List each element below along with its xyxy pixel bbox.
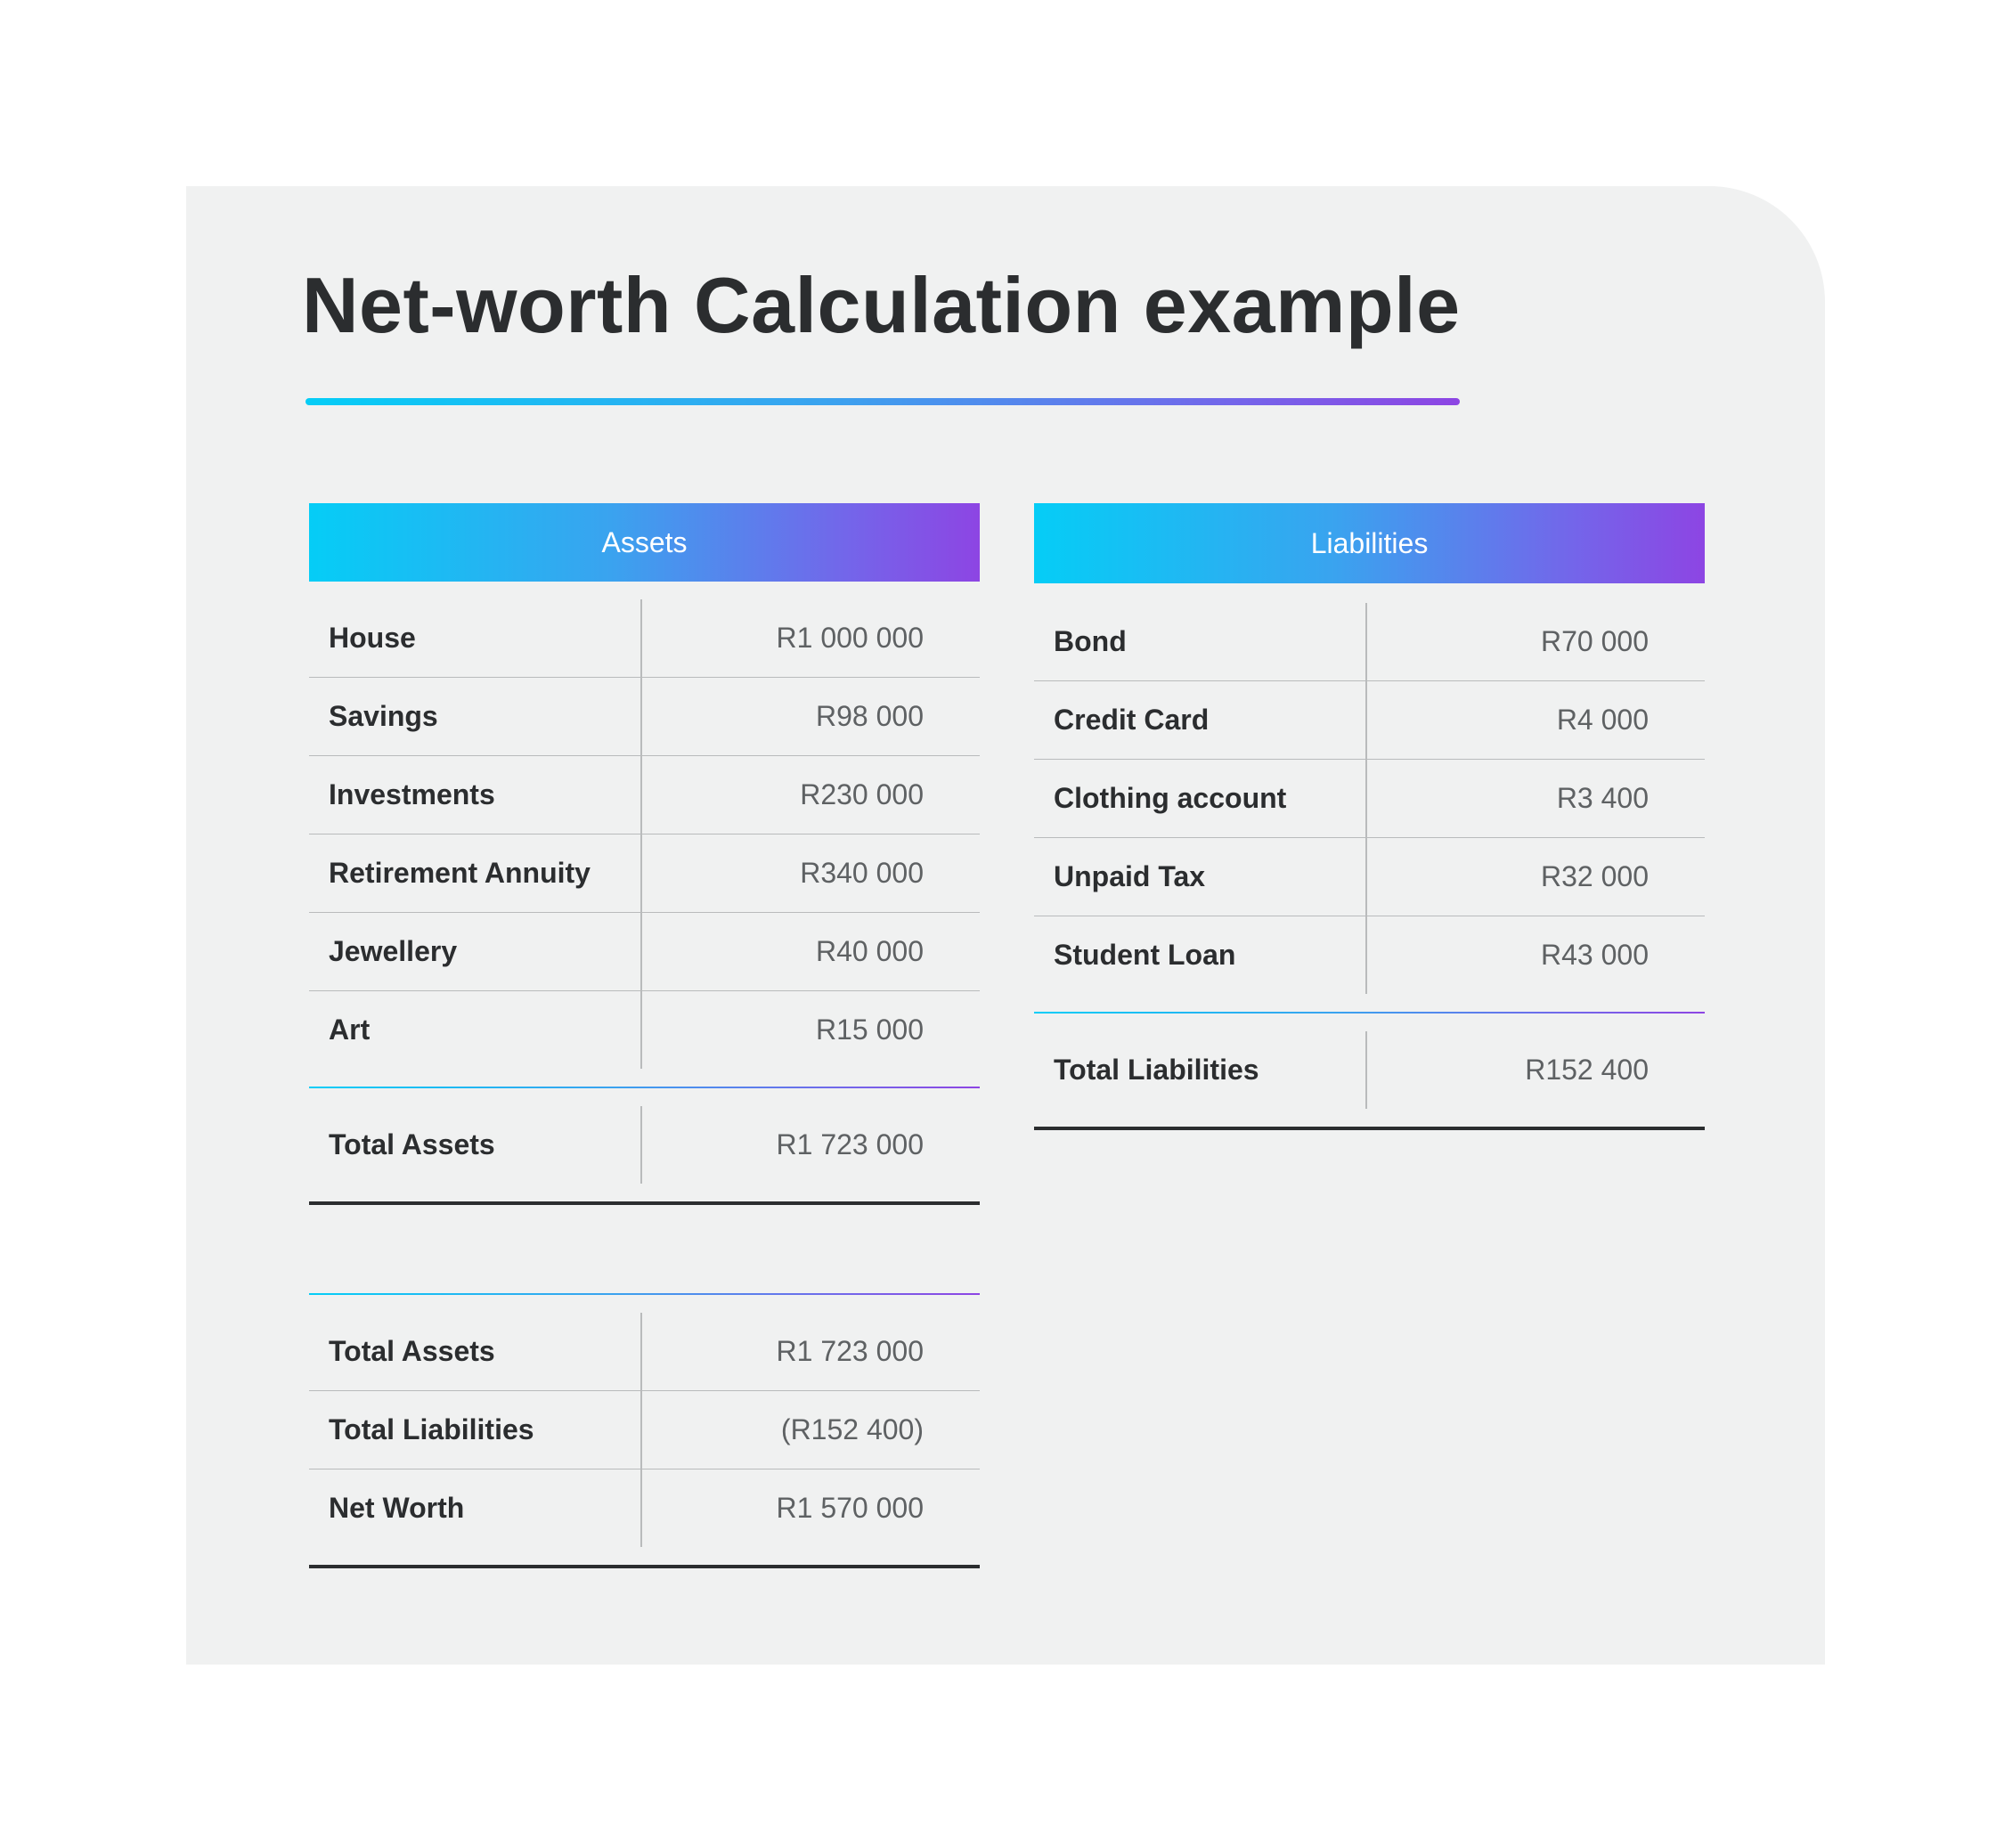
table-row — [309, 991, 980, 1069]
summary-table — [309, 1293, 980, 1568]
assets-table — [309, 503, 980, 1205]
row-label: Savings — [329, 700, 438, 732]
row-value: R340 000 — [800, 857, 924, 889]
table-row — [1034, 603, 1705, 681]
table-row — [309, 913, 980, 991]
table-row — [1034, 916, 1705, 994]
row-value: (R152 400) — [780, 1413, 924, 1445]
page-title: Net-worth Calculation example — [302, 261, 1461, 349]
row-label: Retirement Annuity — [329, 857, 591, 889]
row-label: House — [329, 622, 416, 654]
title-underline — [305, 398, 1460, 405]
table-row — [309, 678, 980, 756]
row-label: Student Loan — [1054, 939, 1236, 971]
liabilities-header: Liabilities — [1034, 503, 1705, 583]
table-row — [1034, 760, 1705, 838]
row-label: Credit Card — [1054, 704, 1210, 736]
total-liabilities-row — [1034, 1031, 1705, 1109]
total-label: Total Liabilities — [1054, 1054, 1259, 1086]
table-row — [309, 1313, 980, 1391]
assets-header: Assets — [309, 503, 980, 582]
row-value: R32 000 — [1541, 860, 1649, 892]
row-label: Investments — [329, 778, 495, 810]
net-worth-row — [309, 1469, 980, 1547]
row-value: R98 000 — [816, 700, 924, 732]
row-value: R1 570 000 — [776, 1492, 924, 1524]
row-value: R230 000 — [800, 778, 924, 810]
total-label: Total Assets — [329, 1128, 495, 1160]
row-value: R1 000 000 — [776, 622, 924, 654]
table-row — [309, 756, 980, 834]
row-label: Bond — [1054, 625, 1127, 657]
total-value: R1 723 000 — [776, 1128, 924, 1160]
row-value: R43 000 — [1541, 939, 1649, 971]
row-value: R1 723 000 — [776, 1335, 924, 1367]
row-label: Unpaid Tax — [1054, 860, 1206, 892]
table-row — [1034, 681, 1705, 760]
table-bottom-rule — [309, 1565, 980, 1568]
row-label: Net Worth — [329, 1492, 465, 1524]
liabilities-table — [1034, 503, 1705, 1130]
total-value: R152 400 — [1525, 1054, 1649, 1086]
row-value: R70 000 — [1541, 625, 1649, 657]
row-value: R4 000 — [1556, 704, 1649, 736]
row-label: Clothing account — [1054, 782, 1287, 814]
row-label: Jewellery — [329, 935, 458, 967]
row-label: Total Assets — [329, 1335, 495, 1367]
row-label: Art — [329, 1014, 371, 1046]
row-value: R3 400 — [1556, 782, 1649, 814]
row-label: Total Liabilities — [329, 1413, 534, 1445]
total-assets-row — [309, 1106, 980, 1184]
table-row — [309, 599, 980, 678]
table-row — [309, 834, 980, 913]
table-row — [1034, 838, 1705, 916]
table-bottom-rule — [1034, 1127, 1705, 1130]
table-row — [309, 1391, 980, 1469]
table-bottom-rule — [309, 1201, 980, 1205]
row-value: R40 000 — [816, 935, 924, 967]
row-value: R15 000 — [816, 1014, 924, 1046]
